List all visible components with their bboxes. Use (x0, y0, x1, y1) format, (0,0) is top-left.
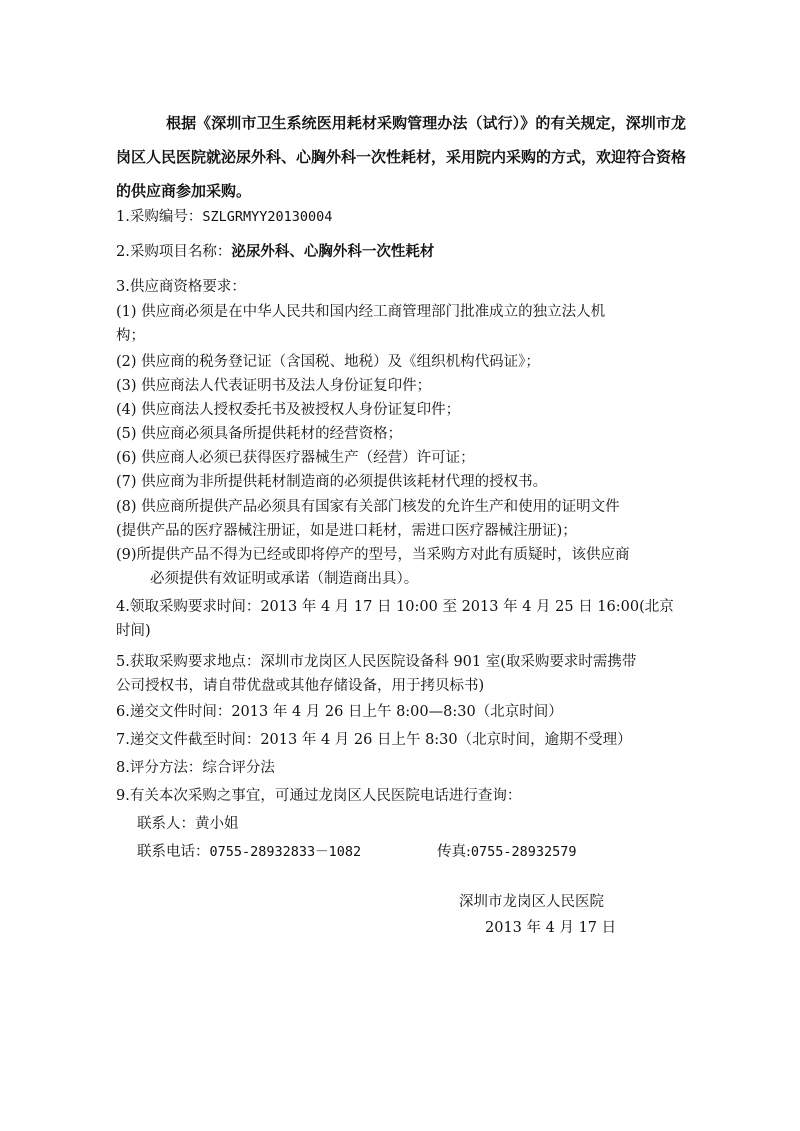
item-5-line1: 5.获取采购要求地点：深圳市龙岗区人民医院设备科 901 室(取采购要求时需携带 (116, 654, 637, 670)
contact-phone (137, 840, 361, 861)
contact-person (137, 812, 239, 833)
contact-phone-value: 0755-28932833－1082 (209, 844, 362, 860)
item-4-collection-time (116, 595, 691, 643)
requirement-9-line1: (9)所提供产品不得为已经或即将停产的型号，当采购方对此有质疑时，该供应商 (116, 547, 630, 563)
contact-phone-label: 联系电话： (137, 844, 210, 860)
requirement-1-line1: (1) 供应商必须是在中华人民共和国内经工商管理部门批准成立的独立法人机 (116, 304, 606, 320)
project-name (116, 240, 434, 261)
qualification-heading: 3.供应商资格要求： (116, 279, 246, 295)
requirement-8-line1: (8) 供应商所提供产品必须具有国家有关部门核发的允许生产和使用的证明文件 (116, 499, 620, 515)
requirement-2: (2) 供应商的税务登记证（含国税、地税）及《组织机构代码证》； (116, 354, 540, 370)
procurement-number-label: 1.采购编号： (116, 209, 203, 225)
requirement-1-line2: 构； (116, 328, 145, 344)
item-5-collection-place (116, 650, 691, 698)
contact-person-value: 黄小姐 (195, 816, 239, 832)
item-8-scoring-method: 8.评分方法：综合评分法 (116, 760, 275, 776)
signature-org: 深圳市龙岗区人民医院 (459, 894, 604, 910)
contact-person-label: 联系人： (137, 816, 195, 832)
signature-date: 2013 年 4 月 17 日 (485, 920, 617, 936)
requirement-7: (7) 供应商为非所提供耗材制造商的必须提供该耗材代理的授权书。 (116, 474, 548, 490)
item-4-line2: 时间) (116, 623, 151, 639)
requirement-8-line2: (提供产品的医疗器械注册证，如是进口耗材，需进口医疗器械注册证)； (116, 523, 577, 539)
requirement-3: (3) 供应商法人代表证明书及法人身份证复印件； (116, 378, 432, 394)
requirement-1 (116, 300, 691, 348)
item-4-line1: 4.领取采购要求时间：2013 年 4 月 17 日 10:00 至 2013 年 4 月 25 日 16:00(北京 (116, 599, 674, 615)
requirement-9 (116, 543, 691, 591)
requirement-4: (4) 供应商法人授权委托书及被授权人身份证复印件； (116, 402, 461, 418)
contact-fax (437, 840, 577, 861)
item-5-line2: 公司授权书，请自带优盘或其他存储设备，用于拷贝标书) (116, 678, 485, 694)
project-name-value: 泌尿外科、心胸外科一次性耗材 (231, 243, 435, 260)
requirement-9-line2: 必须提供有效证明或承诺（制造商出具）。 (150, 571, 419, 587)
contact-fax-value: 0755-28932579 (470, 844, 577, 860)
project-name-label: 2.采购项目名称： (116, 244, 232, 260)
item-6-submission-time: 6.递交文件时间：2013 年 4 月 26 日上午 8:00—8:30（北京时间） (116, 704, 563, 720)
intro-paragraph: 根据《深圳市卫生系统医用耗材采购管理办法（试行）》的有关规定，深圳市龙岗区人民医院就泌尿外科、心胸外科一次性耗材，采用院内采购的方式，欢迎符合资格的供应商参加采购。 (116, 114, 687, 200)
requirement-6: (6) 供应商人必须已获得医疗器械生产（经营）许可证； (116, 450, 475, 466)
contact-fax-label: 传真: (437, 844, 471, 860)
item-9-inquiry: 9.有关本次采购之事宜，可通过龙岗区人民医院电话进行查询： (116, 788, 522, 804)
requirement-5: (5) 供应商必须具备所提供耗材的经营资格； (116, 426, 403, 442)
requirement-8 (116, 495, 691, 543)
procurement-number-value: SZLGRMYY20130004 (202, 209, 333, 225)
procurement-number (116, 205, 332, 226)
item-7-submission-deadline: 7.递交文件截至时间：2013 年 4 月 26 日上午 8:30（北京时间，逾期不受理） (116, 732, 632, 748)
